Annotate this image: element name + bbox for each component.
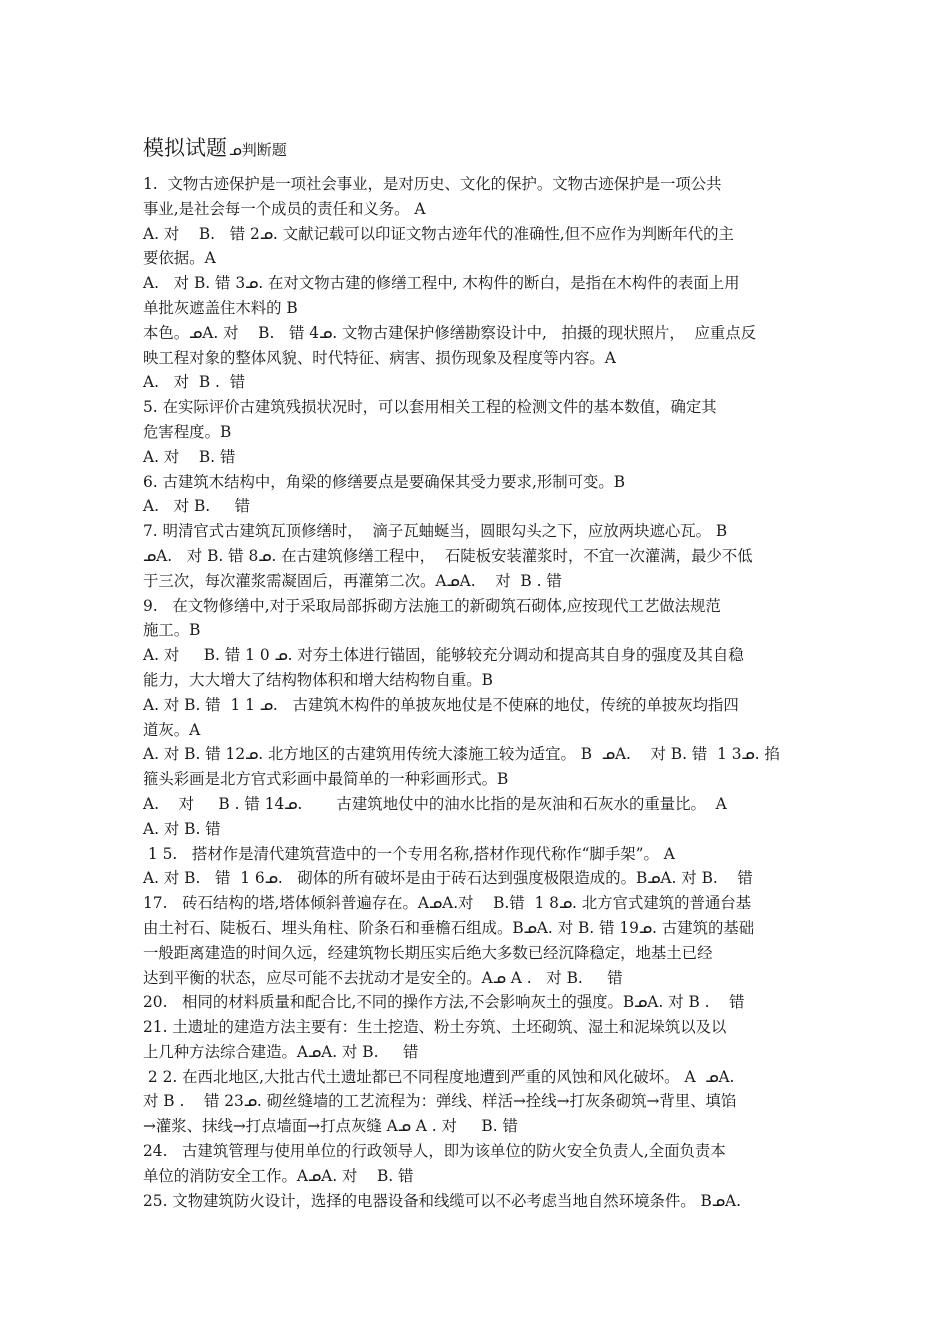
text-line: →灌浆、抹线→打点墙面→打点灰缝 Aᓄ A . 对 B. 错: [143, 1117, 518, 1136]
text-line: 20. 相同的材料质量和配合比,不同的操作方法,不会影响灰土的强度。BᓄA. 对 B . 错: [143, 993, 745, 1012]
text-line: 道灰。A: [143, 720, 201, 739]
text-line: 9. 在文物修缮中,对于采取局部拆砌方法施工的新砌筑石砌体,应按现代工艺做法规范: [143, 596, 721, 615]
text-line: A. 对 B. 错: [143, 497, 251, 516]
question-body: [143, 172, 807, 1213]
text-line: 施工。B: [143, 621, 201, 640]
text-line: A. 对 B. 错: [143, 819, 221, 838]
text-line: A. 对 B. 错 12ᓄ. 北方地区的古建筑用传统大漆施工较为适宜。 B ᓄA. 对 B. 错 1 3ᓄ. 掐: [143, 745, 780, 764]
text-line: 单批灰遮盖住木料的 B: [143, 298, 298, 317]
text-line: 1. 文物古迹保护是一项社会事业，是对历史、文化的保护。文物古迹保护是一项公共: [143, 175, 722, 193]
document-page: [143, 132, 807, 1213]
page-subtitle: ᓄ判断题: [229, 141, 287, 159]
text-line: 对 B . 错 23ᓄ. 砌丝缝墙的工艺流程为：弹线、样活→拴线→打灰条砌筑→背里、填馅: [143, 1092, 737, 1111]
text-line: 达到平衡的状态，应尽可能不去扰动才是安全的。Aᓄ A . 对 B. 错: [143, 968, 623, 987]
text-line: 危害程度。B: [143, 422, 232, 441]
text-line: 24. 古建筑管理与使用单位的行政领导人，即为该单位的防火安全负责人,全面负责本: [143, 1142, 726, 1161]
text-line: A. 对 B. 错 1 6ᓄ. 砌体的所有破坏是由于砖石达到强度极限造成的。BᓄA. 对 B. 错: [143, 869, 753, 888]
text-line: A. 对 B. 错 1 0 ᓄ. 对夯土体进行锚固，能够较充分调动和提高其自身的强度及其自稳: [143, 646, 744, 665]
text-line: 7. 明清官式古建筑瓦顶修缮时， 滴子瓦蚰蜒当，圆眼勾头之下，应放两块遮心瓦。 B: [143, 522, 728, 541]
text-line: 6. 古建筑木结构中，角梁的修缮要点是要确保其受力要求,形制可变。B: [143, 472, 626, 491]
text-line: 本色。ᓄA. 对 B. 错 4ᓄ. 文物古建保护修缮勘察设计中, 拍摄的现状照片， 应重点反: [143, 323, 757, 342]
text-line: 要依据。A: [143, 249, 216, 268]
text-line: 映工程对象的整体风貌、时代特征、病害、损伤现象及程度等内容。A: [143, 348, 616, 367]
text-line: 由土衬石、陡板石、埋头角柱、阶条石和垂檐石组成。BᓄA. 对 B. 错 19ᓄ. 古建筑的基础: [143, 918, 755, 937]
text-line: 箍头彩画是北方官式彩画中最简单的一种彩画形式。B: [143, 770, 509, 789]
text-line: 17. 砖石结构的塔,塔体倾斜普遍存在。AᓄA.对 B.错 1 8ᓄ. 北方官式建筑的普通台基: [143, 894, 752, 913]
text-line: 上几种方法综合建造。AᓄA. 对 B. 错: [143, 1042, 419, 1061]
text-line: 2 2. 在西北地区,大批古代土遗址都已不同程度地遭到严重的风蚀和风化破坏。 A ᓄA.: [143, 1067, 735, 1086]
text-line: 事业,是社会每一个成员的责任和义务。 A: [143, 199, 426, 218]
document-heading: [143, 132, 807, 168]
text-line: A. 对 B. 错 1 1 ᓄ. 古建筑木构件的单披灰地仗是不使麻的地仗，传统的单披灰均指四: [143, 695, 739, 714]
text-line: 能力，大大增大了结构物体积和增大结构物自重。B: [143, 670, 493, 689]
text-line: 单位的消防安全工作。AᓄA. 对 B. 错: [143, 1166, 414, 1185]
text-line: A. 对 B. 错 2ᓄ. 文献记载可以印证文物古迹年代的准确性,但不应作为判断年代的主: [143, 224, 734, 243]
text-line: 21. 土遗址的建造方法主要有：生土挖造、粉土夯筑、土坯砌筑、湿土和泥垛筑以及以: [143, 1018, 727, 1037]
page-title: 模拟试题: [143, 136, 227, 160]
text-line: 25. 文物建筑防火设计，选择的电器设备和线缆可以不必考虑当地自然环境条件。 BᓄA.: [143, 1191, 741, 1210]
text-line: A. 对 B. 错: [143, 447, 236, 466]
text-line: 于三次，每次灌浆需凝固后，再灌第二次。AᓄA. 对 B . 错: [143, 571, 562, 590]
text-line: 1 5. 搭材作是清代建筑营造中的一个专用名称,搭材作现代称作“脚手架”。 A: [143, 844, 675, 863]
text-line: ᓄA. 对 B. 错 8ᓄ. 在古建筑修缮工程中， 石陡板安装灌浆时，不宜一次灌满，最少不低: [143, 546, 753, 565]
text-line: A. 对 B. 错 3ᓄ. 在对文物古建的修缮工程中, 木构件的断白，是指在木构件的表面上用: [143, 274, 740, 293]
text-line: A. 对 B . 错 14ᓄ. 古建筑地仗中的油水比指的是灰油和石灰水的重量比。 A: [143, 794, 727, 813]
text-line: A. 对 B . 错: [143, 373, 246, 392]
text-line: 5. 在实际评价古建筑残损状况时，可以套用相关工程的检测文件的基本数值，确定其: [143, 398, 717, 417]
text-line: 一般距离建造的时间久远，经建筑物长期压实后绝大多数已经沉降稳定，地基土已经: [143, 943, 713, 962]
